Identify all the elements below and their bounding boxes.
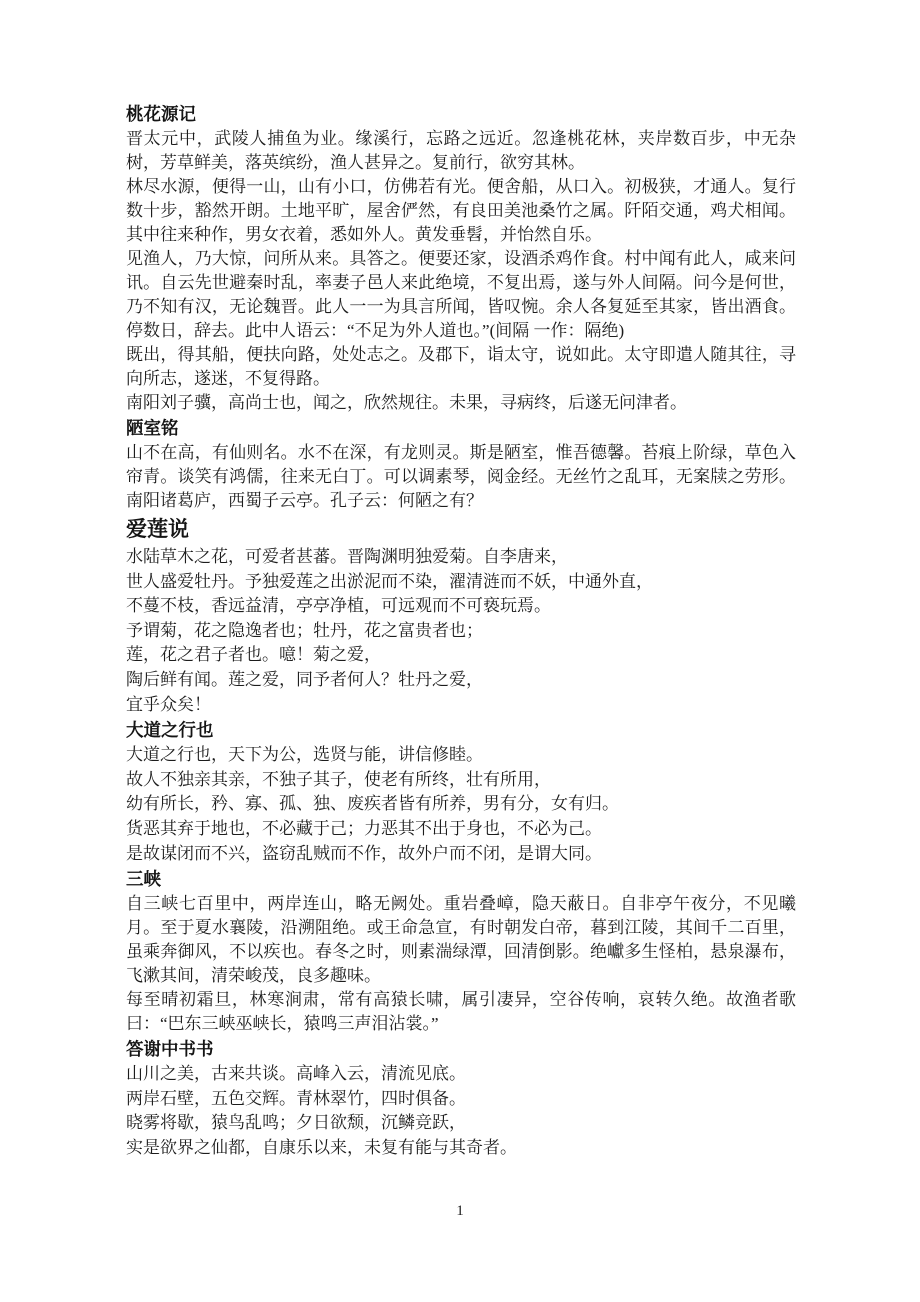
text-line: 故人不独亲其亲，不独子其子，使老有所终，壮有所用，: [126, 769, 551, 789]
text-line: 世人盛爱牡丹。予独爱莲之出淤泥而不染，濯清涟而不妖，中通外直，: [126, 571, 653, 591]
paragraph: 南阳刘子骥，高尚士也，闻之，欣然规往。未果，寻病终，后遂无问津者。: [126, 393, 687, 412]
text-line: 实是欲界之仙都，自康乐以来，未复有能与其奇者。: [126, 1137, 517, 1157]
section-title: 三峡: [126, 869, 161, 890]
section-title: 大道之行也: [126, 720, 214, 741]
section-humble-room-inscription: [126, 416, 796, 513]
paragraph: 山不在高，有仙则名。水不在深，有龙则灵。斯是陋室，惟吾德馨。苔痕上阶绿，草色入帘青。谈笑有鸿儒，往来无白丁。可以调素琴，阅金经。无丝竹之乱耳，无案牍之劳形。南阳诸葛庐，西蜀子云亭。孔子云：何陋之有？: [126, 443, 796, 510]
text-line: 莲，花之君子者也。噫！菊之爱，: [126, 645, 381, 665]
page-number: 1: [456, 1203, 464, 1219]
text-line: 是故谋闭而不兴，盗窃乱贼而不作，故外户而不闭，是谓大同。: [126, 843, 602, 863]
paragraph: 见渔人，乃大惊，问所从来。具答之。便要还家，设酒杀鸡作食。村中闻有此人，咸来问讯。自云先世避秦时乱，率妻子邑人来此绝境，不复出焉，遂与外人间隔。问今是何世，乃不知有汉，无论魏晋。此人一一为具言所闻，皆叹惋。余人各复延至其家，皆出酒食。停数日，辞去。此中人语云：“不足为外人道也。”(间隔 一作：隔绝): [126, 249, 796, 340]
text-line: 予谓菊，花之隐逸者也；牡丹，花之富贵者也；: [126, 620, 483, 640]
paragraph: 自三峡七百里中，两岸连山，略无阙处。重岩叠嶂，隐天蔽日。自非亭午夜分，不见曦月。至于夏水襄陵，沿溯阻绝。或王命急宣，有时朝发白帝，暮到江陵，其间千二百里，虽乘奔御风，不以疾也。春冬之时，则素湍绿潭，回清倒影。绝巘多生怪柏，悬泉瀑布，飞漱其间，清荣峻茂，良多趣味。: [126, 894, 796, 986]
section-title: 答谢中书书: [126, 1039, 214, 1060]
section-title: 桃花源记: [126, 104, 196, 124]
section-title: 爱莲说: [126, 517, 189, 541]
text-line: 大道之行也，天下为公，选贤与能，讲信修睦。: [126, 745, 483, 765]
section-reply-to-xie-zhongshu: [126, 1037, 796, 1160]
section-on-love-of-lotus: [126, 514, 796, 717]
text-line: 山川之美，古来共谈。高峰入云，清流见底。: [126, 1064, 466, 1084]
paragraph: 既出，得其船，便扶向路，处处志之。及郡下，诣太守，说如此。太守即遣人随其往，寻向所志，遂迷，不复得路。: [126, 345, 796, 388]
section-great-way: [126, 718, 796, 866]
text-line: 陶后鲜有闻。莲之爱，同予者何人？牡丹之爱，: [126, 669, 483, 689]
document-content: [126, 102, 796, 1162]
text-line: 宜乎众矣！: [126, 694, 211, 714]
paragraph: 每至晴初霜旦，林寒涧肃，常有高猿长啸，属引凄异，空谷传响，哀转久绝。故渔者歌曰：“巴东三峡巫峡长，猿鸣三声泪沾裳。”: [126, 990, 796, 1034]
paragraph: 林尽水源，便得一山，山有小口，仿佛若有光。便舍船，从口入。初极狭，才通人。复行数十步，豁然开朗。土地平旷，屋舍俨然，有良田美池桑竹之属。阡陌交通，鸡犬相闻。其中往来种作，男女衣着，悉如外人。黄发垂髫，并怡然自乐。: [126, 177, 796, 244]
text-line: 不蔓不枝，香远益清，亭亭净植，可远观而不可亵玩焉。: [126, 596, 551, 616]
text-line: 水陆草木之花，可爱者甚蕃。晋陶渊明独爱菊。自李唐来，: [126, 547, 568, 566]
text-line: 货恶其弃于地也，不必藏于己；力恶其不出于身也，不必为己。: [126, 818, 602, 838]
text-line: 两岸石壁，五色交辉。青林翠竹，四时俱备。: [126, 1088, 466, 1108]
text-line: 晓雾将歇，猿鸟乱鸣；夕日欲颓，沉鳞竞跃，: [126, 1113, 466, 1133]
section-peach-blossom-spring: [126, 102, 796, 415]
paragraph: 晋太元中，武陵人捕鱼为业。缘溪行，忘路之远近。忽逢桃花林，夹岸数百步，中无杂树，芳草鲜美，落英缤纷，渔人甚异之。复前行，欲穷其林。: [126, 129, 796, 172]
section-title: 陋室铭: [126, 418, 179, 438]
text-line: 幼有所长，矜、寡、孤、独、废疾者皆有所养，男有分，女有归。: [126, 794, 619, 814]
section-three-gorges: [126, 867, 796, 1036]
